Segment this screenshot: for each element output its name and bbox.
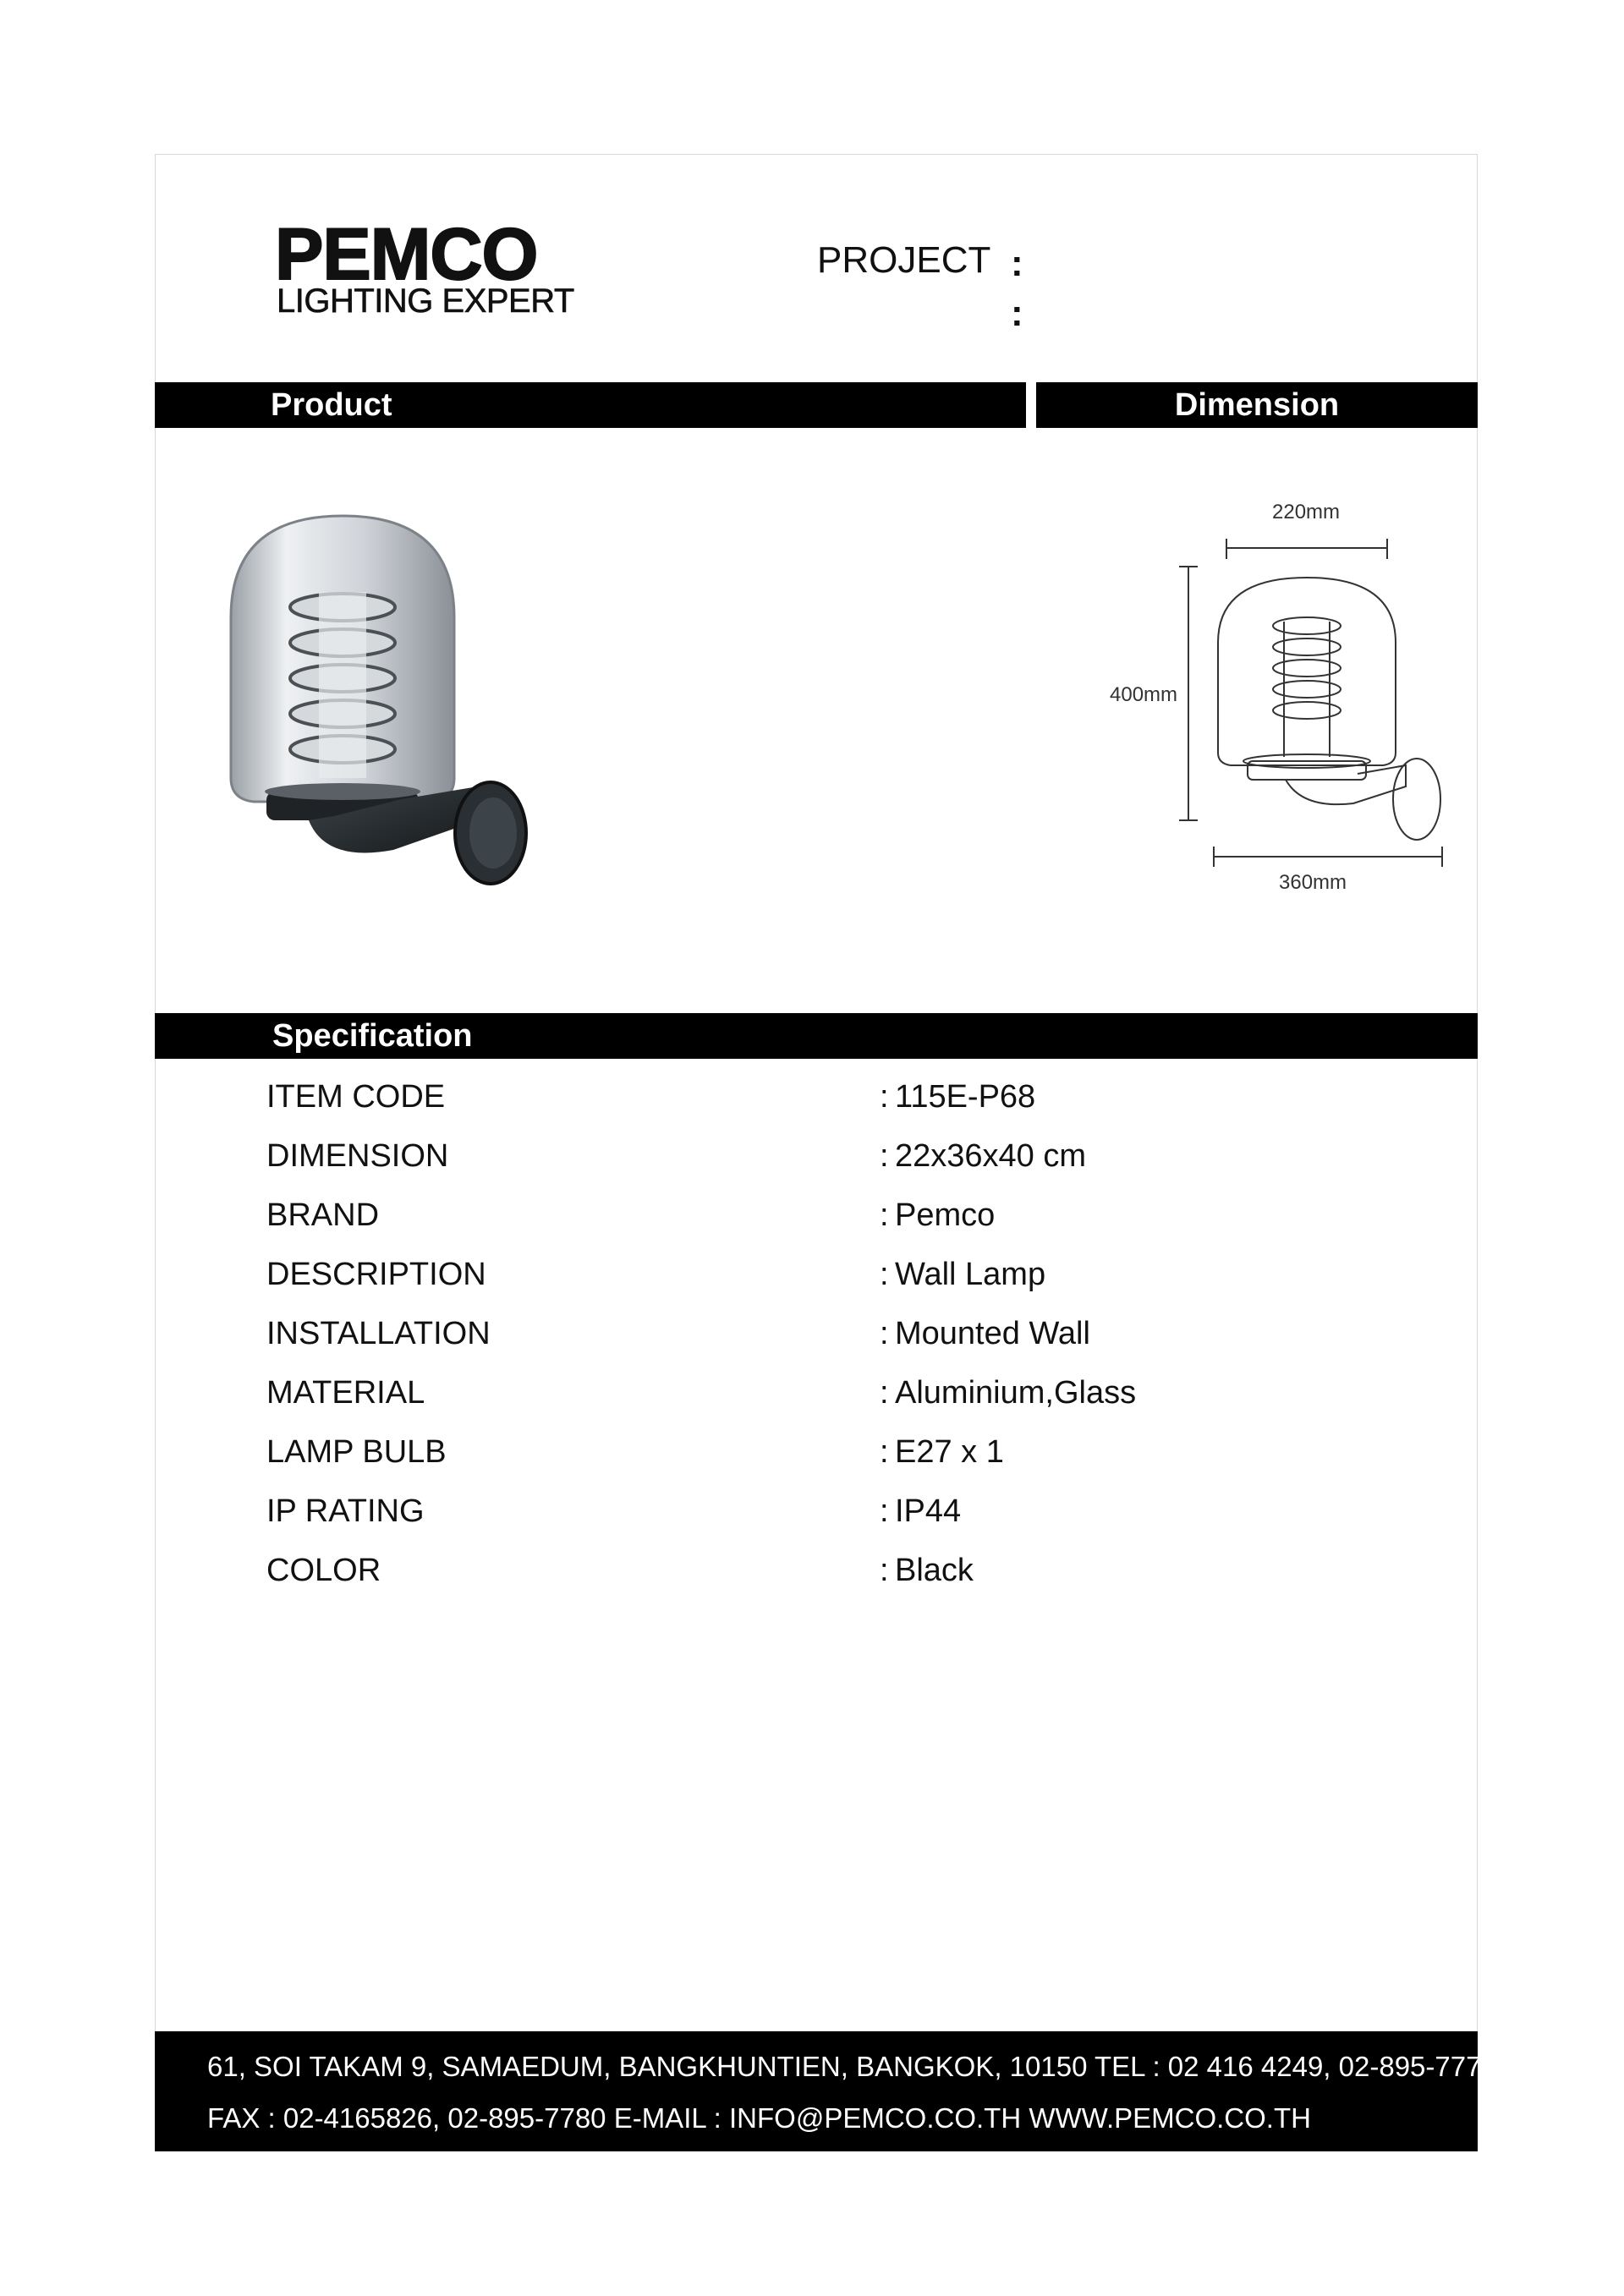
spec-row-item-code <box>0 1079 1624 1130</box>
footer-address-phone: 61, SOI TAKAM 9, SAMAEDUM, BANGKHUNTIEN, BANGKOK, 10150 TEL : 02 416 4249, 02-895-7778 <box>207 2051 1497 2082</box>
dimension-depth-label: 360mm <box>1279 871 1347 894</box>
project-label: PROJECT <box>817 239 991 281</box>
pemco-logo <box>275 214 613 320</box>
spec-separator: : <box>880 1316 889 1351</box>
spec-key: COLOR <box>266 1553 381 1588</box>
contact-footer <box>155 2031 1497 2151</box>
spec-row-dimension <box>0 1138 1624 1189</box>
spec-key: ITEM CODE <box>266 1079 446 1115</box>
product-photo <box>224 507 541 888</box>
spec-row-lamp-bulb <box>0 1434 1624 1485</box>
spec-value: 115E-P68 <box>895 1079 1036 1115</box>
spec-value: IP44 <box>895 1493 962 1529</box>
project-colon-2: : <box>1011 293 1023 334</box>
spec-row-description <box>0 1257 1624 1307</box>
spec-key: DIMENSION <box>266 1138 449 1174</box>
spec-key: MATERIAL <box>266 1375 425 1411</box>
spec-value: Aluminium,Glass <box>895 1375 1137 1411</box>
dimension-width-label: 220mm <box>1272 501 1341 523</box>
spec-row-color <box>0 1553 1624 1603</box>
logo-wordmark: PEMCO <box>275 214 538 295</box>
spec-separator: : <box>880 1257 889 1292</box>
spec-separator: : <box>880 1375 889 1411</box>
dimension-height-label: 400mm <box>1110 683 1178 706</box>
spec-key: INSTALLATION <box>266 1316 491 1351</box>
spec-separator: : <box>880 1138 889 1174</box>
spec-value: 22x36x40 cm <box>895 1138 1087 1174</box>
spec-value: Wall Lamp <box>895 1257 1046 1292</box>
spec-separator: : <box>880 1553 889 1588</box>
spec-value: Mounted Wall <box>895 1316 1090 1351</box>
footer-fax-email-web: FAX : 02-4165826, 02-895-7780 E-MAIL : INFO@PEMCO.CO.TH WWW.PEMCO.CO.TH <box>207 2102 1311 2134</box>
spec-value: Pemco <box>895 1197 996 1233</box>
specification-header: Specification <box>155 1013 1478 1059</box>
spec-key: BRAND <box>266 1197 380 1233</box>
spec-separator: : <box>880 1079 889 1115</box>
spec-row-material <box>0 1375 1624 1426</box>
spec-row-ip-rating <box>0 1493 1624 1544</box>
spec-key: LAMP BULB <box>266 1434 447 1470</box>
spec-separator: : <box>880 1493 889 1529</box>
spec-row-installation <box>0 1316 1624 1367</box>
product-header: Product <box>155 382 1026 428</box>
logo-tagline: LIGHTING EXPERT <box>277 282 574 320</box>
dimension-drawing <box>1100 495 1455 892</box>
spec-key: DESCRIPTION <box>266 1257 486 1292</box>
spec-key: IP RATING <box>266 1493 425 1529</box>
spec-row-brand <box>0 1197 1624 1248</box>
dimension-header: Dimension <box>1036 382 1478 428</box>
spec-value: E27 x 1 <box>895 1434 1004 1470</box>
spec-separator: : <box>880 1434 889 1470</box>
project-colon-1: : <box>1011 243 1023 284</box>
spec-value: Black <box>895 1553 974 1588</box>
spec-separator: : <box>880 1197 889 1233</box>
